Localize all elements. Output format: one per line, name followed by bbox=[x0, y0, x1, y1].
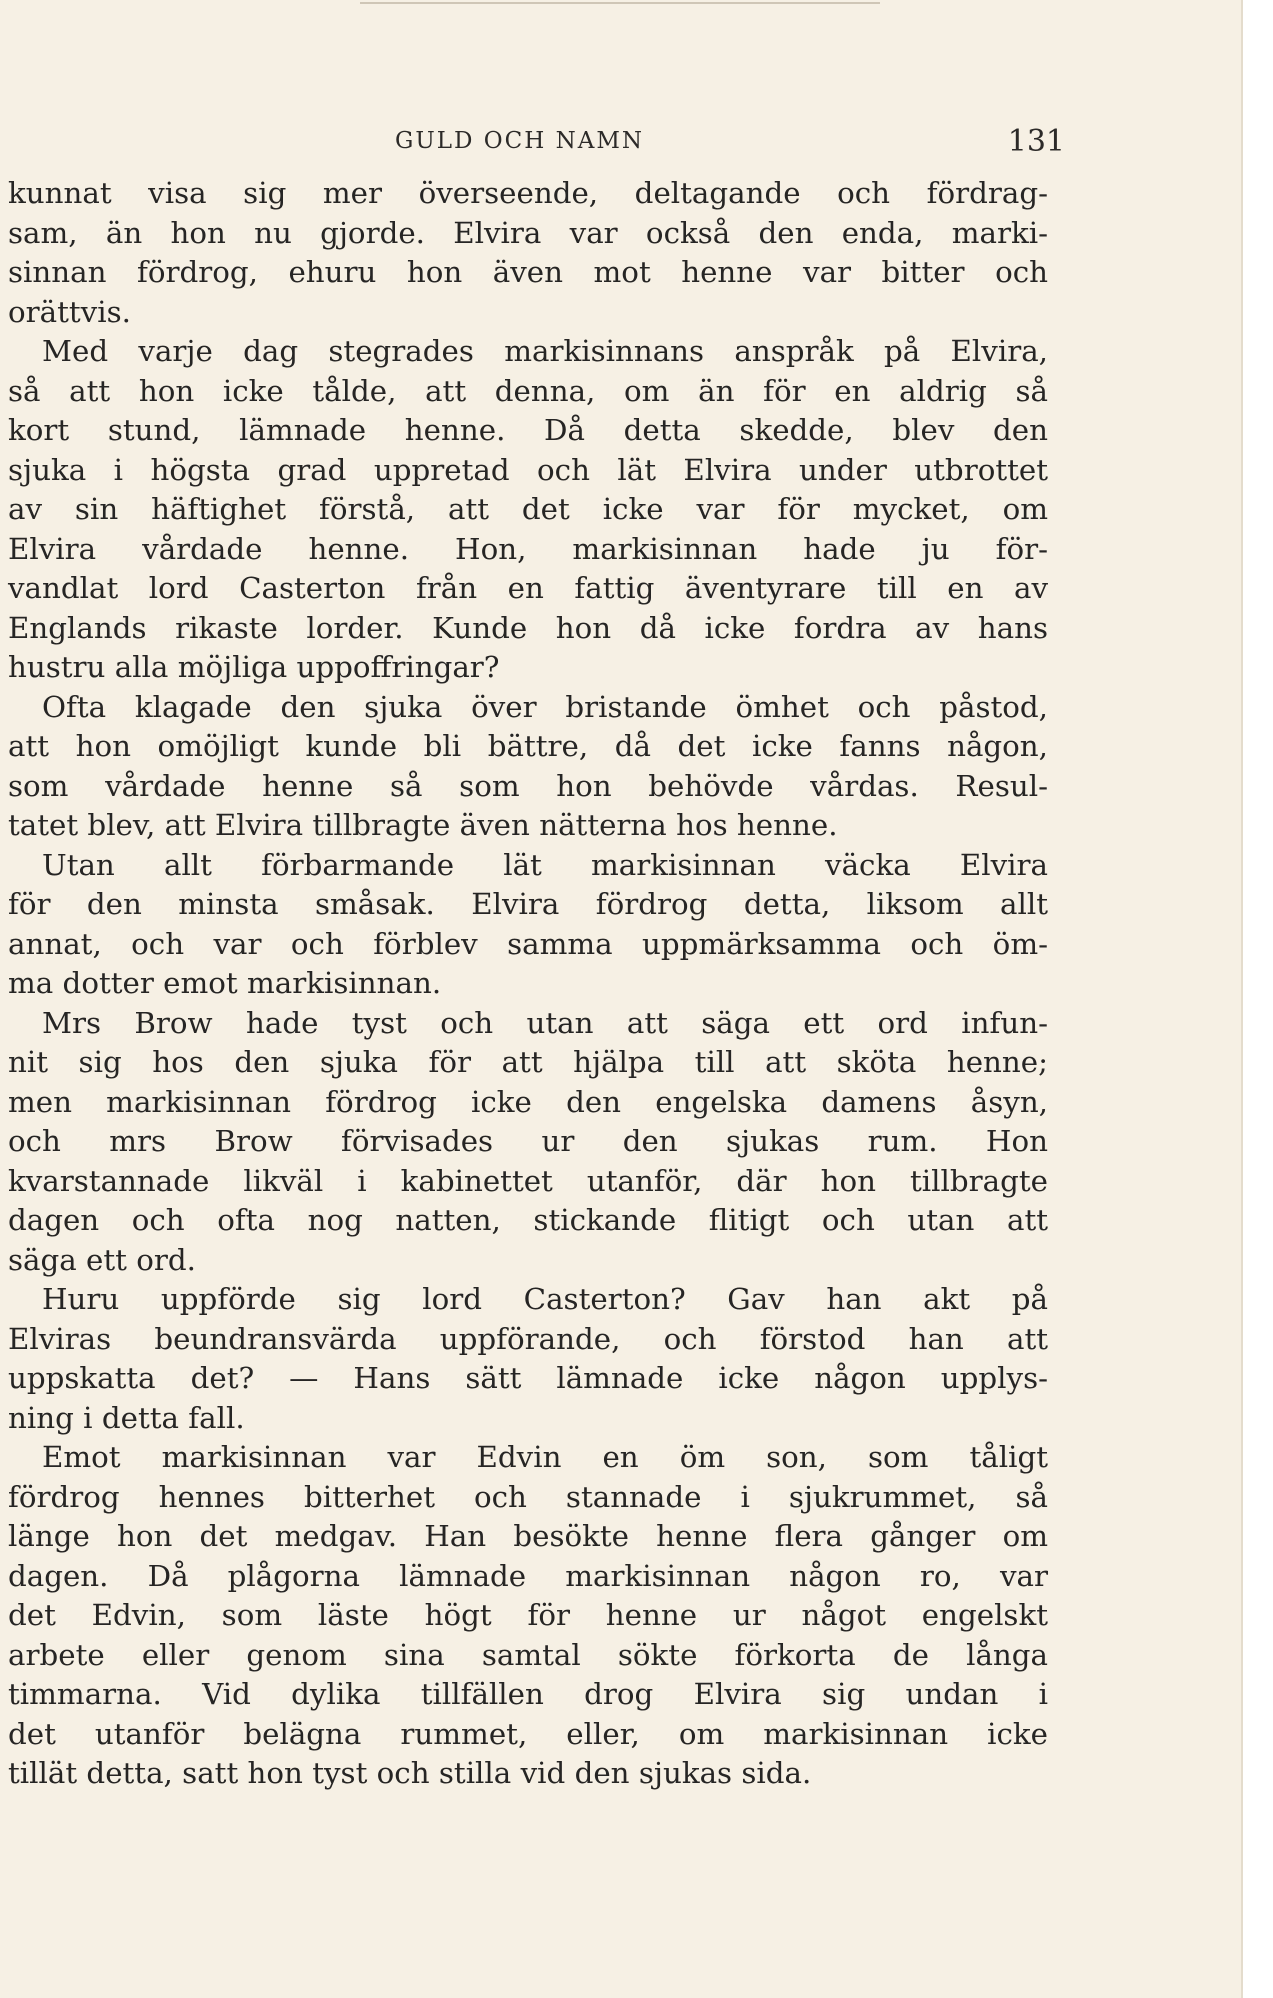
text-line: det utanför belägna rummet, eller, om markisinnan icke bbox=[8, 1716, 1048, 1751]
page-number: 131 bbox=[1007, 124, 1065, 159]
text-line: nit sig hos den sjuka för att hjälpa till att sköta henne; bbox=[8, 1045, 1048, 1079]
text-line: timmarna. Vid dylika tillfällen drog Elvira sig undan i bbox=[8, 1677, 1048, 1711]
text-line: men markisinnan fördrog icke den engelska damens åsyn, bbox=[8, 1084, 1048, 1119]
text-line: Englands rikaste lorder. Kunde hon då icke fordra av hans bbox=[8, 610, 1048, 645]
paragraph bbox=[8, 174, 1048, 332]
text-line: tatet blev, att Elvira tillbragte även nätterna hos henne. bbox=[8, 808, 838, 842]
paragraph bbox=[8, 1438, 1048, 1794]
text-line: säga ett ord. bbox=[8, 1242, 196, 1277]
text-line: kvarstannade likväl i kabinettet utanför, där hon tillbragte bbox=[8, 1163, 1048, 1198]
paragraph bbox=[8, 1280, 1048, 1438]
paragraph bbox=[8, 332, 1048, 688]
text-line: dagen och ofta nog natten, stickande flitigt och utan att bbox=[8, 1203, 1048, 1237]
top-rule bbox=[360, 2, 880, 4]
text-line: Med varje dag stegrades markisinnans anspråk på Elvira, bbox=[42, 334, 1048, 368]
text-line: vandlat lord Casterton från en fattig äventyrare till en av bbox=[8, 571, 1048, 605]
text-line: Elviras beundransvärda uppförande, och förstod han att bbox=[8, 1321, 1048, 1356]
body-text bbox=[8, 174, 1048, 1794]
paragraph bbox=[8, 1004, 1048, 1281]
text-line: tillät detta, satt hon tyst och stilla vid den sjukas sida. bbox=[8, 1756, 812, 1790]
text-line: fördrog hennes bitterhet och stannade i sjukrummet, så bbox=[8, 1479, 1048, 1514]
paragraph bbox=[8, 846, 1048, 1004]
text-line: av sin häftighet förstå, att det icke var för mycket, om bbox=[8, 492, 1048, 526]
running-title: GULD OCH NAMN bbox=[395, 128, 645, 154]
text-line: Ofta klagade den sjuka över bristande ömhet och påstod, bbox=[42, 689, 1048, 724]
text-line: arbete eller genom sina samtal sökte förkorta de långa bbox=[8, 1637, 1048, 1672]
text-line: det Edvin, som läste högt för henne ur något engelskt bbox=[8, 1598, 1048, 1632]
text-line: för den minsta småsak. Elvira fördrog detta, liksom allt bbox=[8, 887, 1048, 921]
text-line: kort stund, lämnade henne. Då detta skedde, blev den bbox=[8, 413, 1048, 447]
text-line: sjuka i högsta grad uppretad och lät Elvira under utbrottet bbox=[8, 452, 1048, 487]
text-line: sinnan fördrog, ehuru hon även mot henne var bitter och bbox=[8, 255, 1048, 289]
text-line: sam, än hon nu gjorde. Elvira var också den enda, marki- bbox=[8, 215, 1048, 250]
text-line: Emot markisinnan var Edvin en öm son, som tåligt bbox=[42, 1440, 1048, 1474]
text-line: att hon omöjligt kunde bli bättre, då det icke fanns någon, bbox=[8, 729, 1048, 763]
text-line: ning i detta fall. bbox=[8, 1400, 245, 1435]
text-line: och mrs Brow förvisades ur den sjukas rum. Hon bbox=[8, 1124, 1048, 1158]
page-edge bbox=[1241, 0, 1273, 1998]
text-line: som vårdade henne så som hon behövde vårdas. Resul- bbox=[8, 768, 1048, 803]
text-line: dagen. Då plågorna lämnade markisinnan någon ro, var bbox=[8, 1558, 1048, 1593]
text-line: ma dotter emot markisinnan. bbox=[8, 966, 442, 1000]
text-line: så att hon icke tålde, att denna, om än för en aldrig så bbox=[8, 373, 1048, 408]
page-header bbox=[395, 124, 1065, 164]
text-line: orättvis. bbox=[8, 294, 131, 329]
paragraph bbox=[8, 688, 1048, 846]
text-line: kunnat visa sig mer överseende, deltagande och fördrag- bbox=[8, 176, 1048, 210]
text-line: Utan allt förbarmande lät markisinnan väcka Elvira bbox=[42, 847, 1048, 882]
text-line: Mrs Brow hade tyst och utan att säga ett ord infun- bbox=[42, 1005, 1048, 1040]
text-line: länge hon det medgav. Han besökte henne flera gånger om bbox=[8, 1519, 1048, 1553]
text-line: uppskatta det? — Hans sätt lämnade icke någon upplys- bbox=[8, 1361, 1048, 1395]
text-line: Elvira vårdade henne. Hon, markisinnan hade ju för- bbox=[8, 531, 1048, 566]
text-line: hustru alla möjliga uppoffringar? bbox=[8, 650, 500, 684]
text-line: annat, och var och förblev samma uppmärksamma och öm- bbox=[8, 926, 1048, 961]
text-line: Huru uppförde sig lord Casterton? Gav han akt på bbox=[42, 1282, 1048, 1316]
